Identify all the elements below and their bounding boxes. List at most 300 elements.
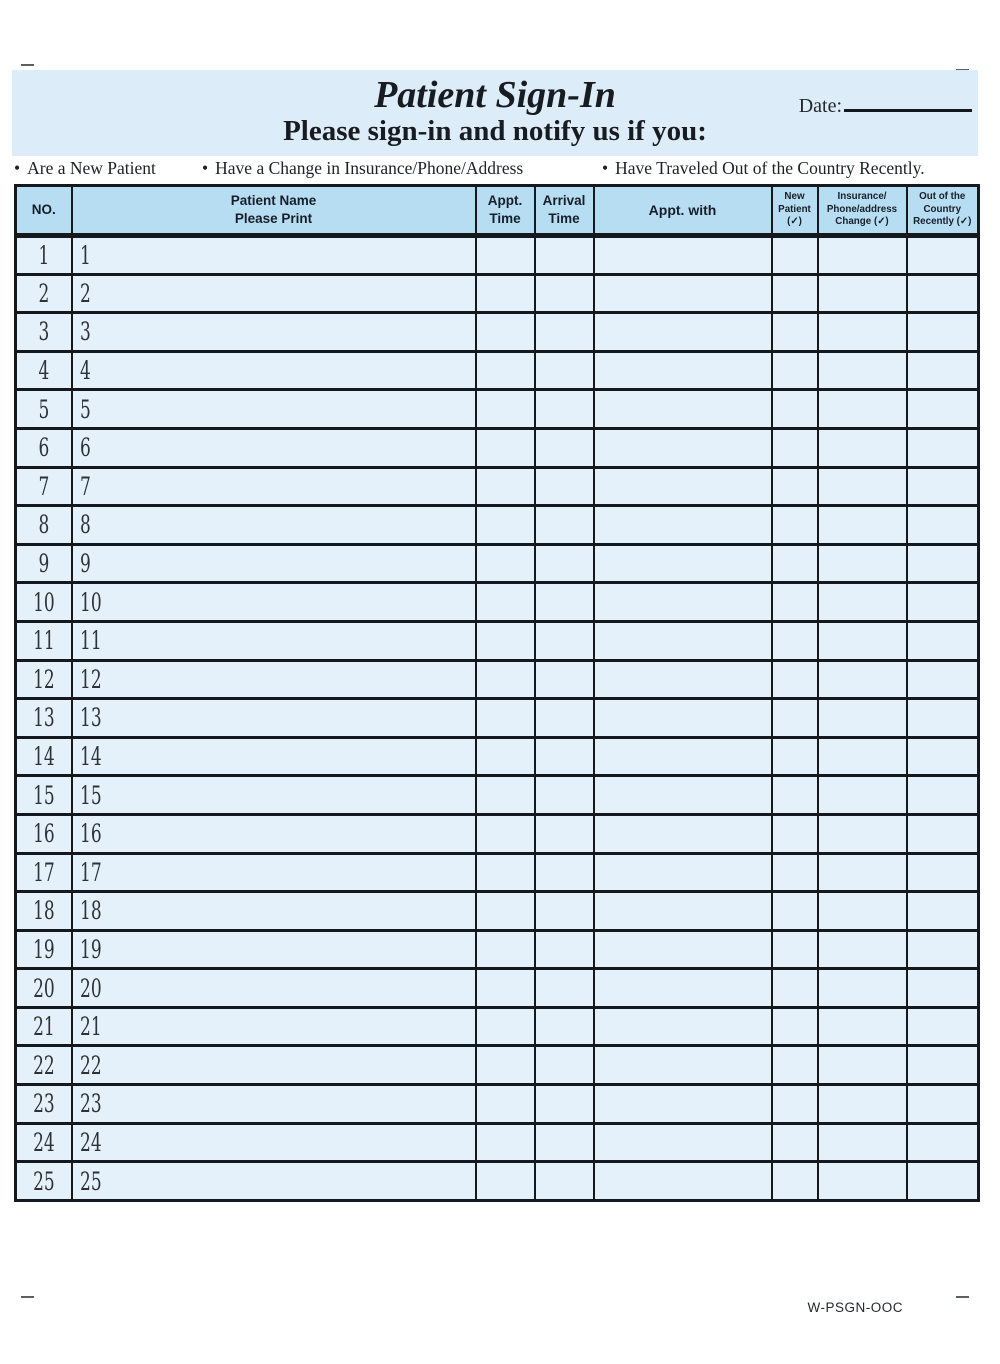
appt-with-cell[interactable] xyxy=(594,467,772,506)
patient-name-cell[interactable] xyxy=(72,506,476,545)
out-of-country-check-cell[interactable] xyxy=(907,544,979,583)
insurance-change-check-cell[interactable] xyxy=(818,506,907,545)
insurance-change-check-cell[interactable] xyxy=(818,236,907,275)
row-number: 7 xyxy=(79,471,91,501)
row-number: 9 xyxy=(79,549,91,579)
row-number: 3 xyxy=(79,317,91,347)
col-header-new-patient: New Patient (✓) xyxy=(772,186,818,236)
new-patient-check-cell[interactable] xyxy=(772,699,818,738)
row-number-cell xyxy=(16,621,72,660)
arrival-time-cell[interactable] xyxy=(535,892,594,931)
arrival-time-cell[interactable] xyxy=(535,236,594,275)
out-of-country-check-cell[interactable] xyxy=(907,236,979,275)
row-number: 17 xyxy=(32,857,55,887)
appt-time-cell[interactable] xyxy=(476,583,535,622)
out-of-country-check-cell[interactable] xyxy=(907,583,979,622)
out-of-country-check-cell[interactable] xyxy=(907,737,979,776)
new-patient-check-cell[interactable] xyxy=(772,660,818,699)
bullet-new-patient xyxy=(14,158,156,179)
row-number-cell xyxy=(16,274,72,313)
table-row xyxy=(16,737,979,776)
appt-time-cell[interactable] xyxy=(476,969,535,1008)
patient-name-cell[interactable] xyxy=(72,467,476,506)
row-number: 14 xyxy=(32,742,55,772)
appt-with-cell[interactable] xyxy=(594,390,772,429)
row-number-cell xyxy=(16,930,72,969)
appt-with-cell[interactable] xyxy=(594,853,772,892)
bullet-icon: • xyxy=(14,158,21,178)
out-of-country-check-cell[interactable] xyxy=(907,930,979,969)
row-number: 25 xyxy=(79,1166,102,1196)
insurance-change-check-cell[interactable] xyxy=(818,660,907,699)
patient-name-cell[interactable] xyxy=(72,814,476,853)
appt-with-cell[interactable] xyxy=(594,544,772,583)
new-patient-check-cell[interactable] xyxy=(772,621,818,660)
patient-name-cell[interactable] xyxy=(72,544,476,583)
patient-name-cell[interactable] xyxy=(72,1123,476,1162)
new-patient-check-cell[interactable] xyxy=(772,313,818,352)
arrival-time-cell[interactable] xyxy=(535,583,594,622)
out-of-country-check-cell[interactable] xyxy=(907,1085,979,1124)
row-number-cell xyxy=(16,969,72,1008)
appt-time-cell[interactable] xyxy=(476,1123,535,1162)
arrival-time-cell[interactable] xyxy=(535,1085,594,1124)
crop-mark-icon xyxy=(21,64,34,66)
appt-time-cell[interactable] xyxy=(476,351,535,390)
insurance-change-check-cell[interactable] xyxy=(818,892,907,931)
arrival-time-cell[interactable] xyxy=(535,313,594,352)
row-number: 7 xyxy=(38,471,50,501)
out-of-country-check-cell[interactable] xyxy=(907,969,979,1008)
row-number-cell xyxy=(16,467,72,506)
insurance-change-check-cell[interactable] xyxy=(818,621,907,660)
notice-bullets xyxy=(12,158,978,182)
arrival-time-cell[interactable] xyxy=(535,1162,594,1201)
table-row xyxy=(16,660,979,699)
appt-with-cell[interactable] xyxy=(594,351,772,390)
row-number: 25 xyxy=(32,1166,55,1196)
row-number: 11 xyxy=(79,626,102,656)
new-patient-check-cell[interactable] xyxy=(772,351,818,390)
table-row xyxy=(16,467,979,506)
row-number: 1 xyxy=(38,240,50,270)
appt-with-cell[interactable] xyxy=(594,930,772,969)
new-patient-check-cell[interactable] xyxy=(772,428,818,467)
appt-with-cell[interactable] xyxy=(594,1123,772,1162)
insurance-change-check-cell[interactable] xyxy=(818,1123,907,1162)
row-number-cell xyxy=(16,776,72,815)
appt-time-cell[interactable] xyxy=(476,892,535,931)
patient-name-cell[interactable] xyxy=(72,737,476,776)
crop-mark-icon xyxy=(21,1296,34,1298)
row-number: 20 xyxy=(79,973,102,1003)
insurance-change-check-cell[interactable] xyxy=(818,699,907,738)
appt-with-cell[interactable] xyxy=(594,1046,772,1085)
row-number: 17 xyxy=(79,857,102,887)
out-of-country-check-cell[interactable] xyxy=(907,1162,979,1201)
row-number-cell xyxy=(16,1123,72,1162)
patient-name-cell[interactable] xyxy=(72,776,476,815)
patient-name-cell[interactable] xyxy=(72,313,476,352)
arrival-time-cell[interactable] xyxy=(535,1007,594,1046)
row-number: 23 xyxy=(32,1089,55,1119)
row-number: 12 xyxy=(32,664,55,694)
appt-time-cell[interactable] xyxy=(476,1085,535,1124)
date-blank-line[interactable] xyxy=(844,96,972,112)
table-row xyxy=(16,621,979,660)
row-number: 22 xyxy=(32,1050,55,1080)
new-patient-check-cell[interactable] xyxy=(772,1007,818,1046)
row-number: 21 xyxy=(32,1012,55,1042)
col-header-no: NO. xyxy=(16,186,72,236)
col-header-patient-name: Patient Name Please Print xyxy=(72,186,476,236)
insurance-change-check-cell[interactable] xyxy=(818,274,907,313)
appt-time-cell[interactable] xyxy=(476,428,535,467)
new-patient-check-cell[interactable] xyxy=(772,544,818,583)
appt-with-cell[interactable] xyxy=(594,621,772,660)
row-number-cell xyxy=(16,544,72,583)
insurance-change-check-cell[interactable] xyxy=(818,776,907,815)
patient-name-cell[interactable] xyxy=(72,930,476,969)
patient-name-cell[interactable] xyxy=(72,1162,476,1201)
row-number-cell xyxy=(16,1007,72,1046)
arrival-time-cell[interactable] xyxy=(535,930,594,969)
table-row xyxy=(16,1162,979,1201)
arrival-time-cell[interactable] xyxy=(535,776,594,815)
arrival-time-cell[interactable] xyxy=(535,814,594,853)
row-number: 19 xyxy=(32,934,55,964)
date-field xyxy=(799,95,972,118)
row-number: 13 xyxy=(79,703,102,733)
patient-name-cell[interactable] xyxy=(72,351,476,390)
appt-time-cell[interactable] xyxy=(476,1046,535,1085)
col-header-appt-time: Appt. Time xyxy=(476,186,535,236)
out-of-country-check-cell[interactable] xyxy=(907,1123,979,1162)
row-number: 18 xyxy=(79,896,102,926)
row-number-cell xyxy=(16,313,72,352)
table-row xyxy=(16,853,979,892)
appt-time-cell[interactable] xyxy=(476,737,535,776)
new-patient-check-cell[interactable] xyxy=(772,969,818,1008)
appt-time-cell[interactable] xyxy=(476,930,535,969)
patient-name-cell[interactable] xyxy=(72,621,476,660)
appt-with-cell[interactable] xyxy=(594,660,772,699)
col-header-insurance-change: Insurance/ Phone/address Change (✓) xyxy=(818,186,907,236)
bullet-insurance-change xyxy=(202,158,523,179)
arrival-time-cell[interactable] xyxy=(535,660,594,699)
insurance-change-check-cell[interactable] xyxy=(818,467,907,506)
page-title: Patient Sign-In xyxy=(374,74,616,116)
table-row xyxy=(16,428,979,467)
appt-time-cell[interactable] xyxy=(476,853,535,892)
new-patient-check-cell[interactable] xyxy=(772,737,818,776)
out-of-country-check-cell[interactable] xyxy=(907,274,979,313)
appt-with-cell[interactable] xyxy=(594,506,772,545)
arrival-time-cell[interactable] xyxy=(535,544,594,583)
row-number-cell xyxy=(16,390,72,429)
row-number: 5 xyxy=(79,394,91,424)
appt-time-cell[interactable] xyxy=(476,660,535,699)
table-row xyxy=(16,583,979,622)
appt-time-cell[interactable] xyxy=(476,313,535,352)
row-number: 10 xyxy=(79,587,102,617)
appt-time-cell[interactable] xyxy=(476,1007,535,1046)
patient-name-cell[interactable] xyxy=(72,1046,476,1085)
table-row xyxy=(16,892,979,931)
row-number-cell xyxy=(16,506,72,545)
insurance-change-check-cell[interactable] xyxy=(818,583,907,622)
insurance-change-check-cell[interactable] xyxy=(818,930,907,969)
arrival-time-cell[interactable] xyxy=(535,1046,594,1085)
row-number: 16 xyxy=(32,819,55,849)
table-row xyxy=(16,930,979,969)
appt-with-cell[interactable] xyxy=(594,428,772,467)
patient-name-cell[interactable] xyxy=(72,236,476,275)
table-row xyxy=(16,814,979,853)
insurance-change-check-cell[interactable] xyxy=(818,1007,907,1046)
bullet-label: Are a New Patient xyxy=(27,158,156,178)
insurance-change-check-cell[interactable] xyxy=(818,390,907,429)
arrival-time-cell[interactable] xyxy=(535,351,594,390)
out-of-country-check-cell[interactable] xyxy=(907,853,979,892)
crop-mark-icon xyxy=(956,1296,969,1298)
new-patient-check-cell[interactable] xyxy=(772,1162,818,1201)
insurance-change-check-cell[interactable] xyxy=(818,969,907,1008)
table-row xyxy=(16,236,979,275)
row-number: 8 xyxy=(38,510,50,540)
appt-with-cell[interactable] xyxy=(594,583,772,622)
bullet-label: Have Traveled Out of the Country Recently. xyxy=(615,158,925,178)
out-of-country-check-cell[interactable] xyxy=(907,1046,979,1085)
appt-with-cell[interactable] xyxy=(594,313,772,352)
appt-with-cell[interactable] xyxy=(594,1007,772,1046)
row-number-cell xyxy=(16,853,72,892)
arrival-time-cell[interactable] xyxy=(535,428,594,467)
bullet-icon: • xyxy=(202,158,209,178)
patient-name-cell[interactable] xyxy=(72,892,476,931)
new-patient-check-cell[interactable] xyxy=(772,814,818,853)
bullet-traveled xyxy=(602,158,925,179)
table-row xyxy=(16,1123,979,1162)
row-number: 16 xyxy=(79,819,102,849)
out-of-country-check-cell[interactable] xyxy=(907,892,979,931)
row-number-cell xyxy=(16,583,72,622)
appt-with-cell[interactable] xyxy=(594,1085,772,1124)
new-patient-check-cell[interactable] xyxy=(772,467,818,506)
page-subtitle: Please sign-in and notify us if you: xyxy=(283,115,707,147)
arrival-time-cell[interactable] xyxy=(535,274,594,313)
out-of-country-check-cell[interactable] xyxy=(907,814,979,853)
appt-time-cell[interactable] xyxy=(476,467,535,506)
row-number: 11 xyxy=(32,626,55,656)
appt-time-cell[interactable] xyxy=(476,390,535,429)
appt-with-cell[interactable] xyxy=(594,969,772,1008)
row-number-cell xyxy=(16,351,72,390)
appt-time-cell[interactable] xyxy=(476,776,535,815)
patient-name-cell[interactable] xyxy=(72,274,476,313)
insurance-change-check-cell[interactable] xyxy=(818,1162,907,1201)
arrival-time-cell[interactable] xyxy=(535,467,594,506)
bullet-icon: • xyxy=(602,158,609,178)
new-patient-check-cell[interactable] xyxy=(772,583,818,622)
row-number: 20 xyxy=(32,973,55,1003)
out-of-country-check-cell[interactable] xyxy=(907,390,979,429)
row-number: 4 xyxy=(38,356,50,386)
row-number-cell xyxy=(16,737,72,776)
arrival-time-cell[interactable] xyxy=(535,853,594,892)
col-header-arrival-time: Arrival Time xyxy=(535,186,594,236)
out-of-country-check-cell[interactable] xyxy=(907,660,979,699)
row-number: 6 xyxy=(79,433,91,463)
row-number: 2 xyxy=(38,278,50,308)
patient-name-cell[interactable] xyxy=(72,699,476,738)
row-number: 9 xyxy=(38,549,50,579)
row-number: 14 xyxy=(79,742,102,772)
bullet-label: Have a Change in Insurance/Phone/Address xyxy=(215,158,524,178)
insurance-change-check-cell[interactable] xyxy=(818,853,907,892)
table-row xyxy=(16,969,979,1008)
appt-time-cell[interactable] xyxy=(476,274,535,313)
appt-with-cell[interactable] xyxy=(594,1162,772,1201)
out-of-country-check-cell[interactable] xyxy=(907,467,979,506)
table-row xyxy=(16,506,979,545)
insurance-change-check-cell[interactable] xyxy=(818,351,907,390)
row-number-cell xyxy=(16,660,72,699)
row-number-cell xyxy=(16,814,72,853)
out-of-country-check-cell[interactable] xyxy=(907,776,979,815)
sign-in-table xyxy=(14,184,980,1202)
new-patient-check-cell[interactable] xyxy=(772,274,818,313)
row-number: 24 xyxy=(79,1127,102,1157)
appt-with-cell[interactable] xyxy=(594,776,772,815)
appt-time-cell[interactable] xyxy=(476,814,535,853)
table-row xyxy=(16,274,979,313)
row-number: 15 xyxy=(32,780,55,810)
appt-time-cell[interactable] xyxy=(476,699,535,738)
out-of-country-check-cell[interactable] xyxy=(907,506,979,545)
appt-time-cell[interactable] xyxy=(476,1162,535,1201)
table-row xyxy=(16,699,979,738)
table-row xyxy=(16,1085,979,1124)
out-of-country-check-cell[interactable] xyxy=(907,428,979,467)
arrival-time-cell[interactable] xyxy=(535,1123,594,1162)
col-header-out-of-country: Out of the Country Recently (✓) xyxy=(907,186,979,236)
new-patient-check-cell[interactable] xyxy=(772,892,818,931)
insurance-change-check-cell[interactable] xyxy=(818,737,907,776)
appt-with-cell[interactable] xyxy=(594,274,772,313)
patient-name-cell[interactable] xyxy=(72,853,476,892)
insurance-change-check-cell[interactable] xyxy=(818,313,907,352)
sign-in-rows xyxy=(16,236,979,1201)
header-band xyxy=(12,70,978,156)
row-number: 1 xyxy=(79,240,91,270)
row-number: 6 xyxy=(38,433,50,463)
patient-name-cell[interactable] xyxy=(72,1085,476,1124)
row-number: 5 xyxy=(38,394,50,424)
row-number-cell xyxy=(16,1162,72,1201)
new-patient-check-cell[interactable] xyxy=(772,930,818,969)
table-row xyxy=(16,1007,979,1046)
insurance-change-check-cell[interactable] xyxy=(818,428,907,467)
form-code: W-PSGN-OOC xyxy=(807,1300,903,1315)
row-number: 15 xyxy=(79,780,102,810)
out-of-country-check-cell[interactable] xyxy=(907,621,979,660)
table-header-row xyxy=(16,186,979,236)
patient-name-cell[interactable] xyxy=(72,583,476,622)
insurance-change-check-cell[interactable] xyxy=(818,814,907,853)
arrival-time-cell[interactable] xyxy=(535,737,594,776)
insurance-change-check-cell[interactable] xyxy=(818,544,907,583)
appt-time-cell[interactable] xyxy=(476,621,535,660)
row-number: 12 xyxy=(79,664,102,694)
new-patient-check-cell[interactable] xyxy=(772,390,818,429)
appt-with-cell[interactable] xyxy=(594,236,772,275)
row-number-cell xyxy=(16,1046,72,1085)
appt-with-cell[interactable] xyxy=(594,699,772,738)
new-patient-check-cell[interactable] xyxy=(772,853,818,892)
patient-name-cell[interactable] xyxy=(72,428,476,467)
patient-name-cell[interactable] xyxy=(72,969,476,1008)
table-row xyxy=(16,390,979,429)
out-of-country-check-cell[interactable] xyxy=(907,351,979,390)
row-number: 2 xyxy=(79,278,91,308)
row-number: 13 xyxy=(32,703,55,733)
appt-time-cell[interactable] xyxy=(476,236,535,275)
out-of-country-check-cell[interactable] xyxy=(907,313,979,352)
new-patient-check-cell[interactable] xyxy=(772,506,818,545)
insurance-change-check-cell[interactable] xyxy=(818,1046,907,1085)
appt-with-cell[interactable] xyxy=(594,892,772,931)
table-row xyxy=(16,351,979,390)
row-number: 18 xyxy=(32,896,55,926)
table-row xyxy=(16,776,979,815)
new-patient-check-cell[interactable] xyxy=(772,1085,818,1124)
row-number: 3 xyxy=(38,317,50,347)
patient-name-cell[interactable] xyxy=(72,390,476,429)
out-of-country-check-cell[interactable] xyxy=(907,1007,979,1046)
col-header-appt-with: Appt. with xyxy=(594,186,772,236)
row-number: 22 xyxy=(79,1050,102,1080)
table-row xyxy=(16,1046,979,1085)
appt-with-cell[interactable] xyxy=(594,737,772,776)
row-number-cell xyxy=(16,428,72,467)
row-number: 19 xyxy=(79,934,102,964)
new-patient-check-cell[interactable] xyxy=(772,776,818,815)
arrival-time-cell[interactable] xyxy=(535,699,594,738)
new-patient-check-cell[interactable] xyxy=(772,1046,818,1085)
row-number-cell xyxy=(16,236,72,275)
row-number: 21 xyxy=(79,1012,102,1042)
row-number: 24 xyxy=(32,1127,55,1157)
row-number-cell xyxy=(16,699,72,738)
arrival-time-cell[interactable] xyxy=(535,390,594,429)
new-patient-check-cell[interactable] xyxy=(772,1123,818,1162)
row-number-cell xyxy=(16,892,72,931)
out-of-country-check-cell[interactable] xyxy=(907,699,979,738)
patient-name-cell[interactable] xyxy=(72,1007,476,1046)
appt-time-cell[interactable] xyxy=(476,544,535,583)
arrival-time-cell[interactable] xyxy=(535,969,594,1008)
arrival-time-cell[interactable] xyxy=(535,621,594,660)
insurance-change-check-cell[interactable] xyxy=(818,1085,907,1124)
new-patient-check-cell[interactable] xyxy=(772,236,818,275)
row-number-cell xyxy=(16,1085,72,1124)
patient-name-cell[interactable] xyxy=(72,660,476,699)
appt-with-cell[interactable] xyxy=(594,814,772,853)
row-number: 23 xyxy=(79,1089,102,1119)
arrival-time-cell[interactable] xyxy=(535,506,594,545)
appt-time-cell[interactable] xyxy=(476,506,535,545)
